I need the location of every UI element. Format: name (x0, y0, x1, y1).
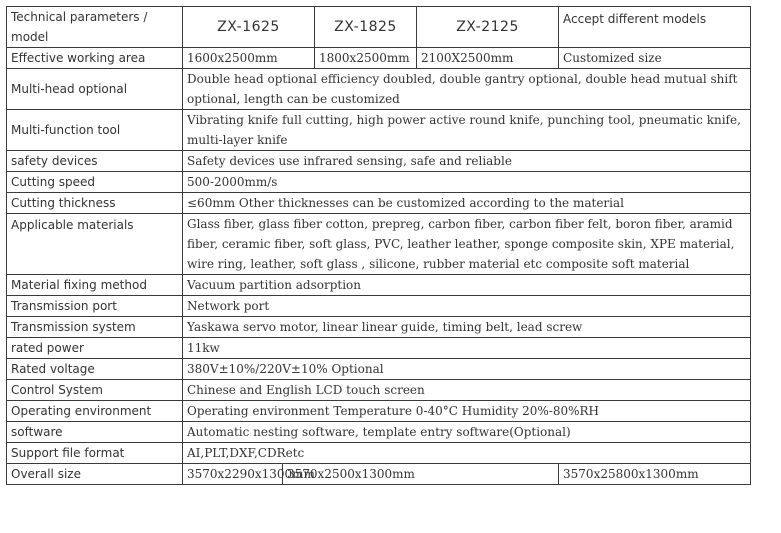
spec-row (7, 401, 751, 422)
spec-row (7, 193, 751, 214)
header-row (7, 7, 751, 48)
spec-row (7, 422, 751, 443)
spec-label: Support file format (7, 443, 183, 464)
spec-row (7, 172, 751, 193)
spec-label: Operating environment (7, 401, 183, 422)
spec-value: ≤60mm Other thicknesses can be customized according to the material (183, 193, 751, 214)
spec-label: Cutting thickness (7, 193, 183, 214)
spec-value: 11kw (183, 338, 751, 359)
spec-row (7, 338, 751, 359)
spec-value: AI,PLT,DXF,CDRetc (183, 443, 751, 464)
spec-label: Material fixing method (7, 275, 183, 296)
spec-value: Vacuum partition adsorption (183, 275, 751, 296)
spec-label: Transmission port (7, 296, 183, 317)
spec-value: 380V±10%/220V±10% Optional (183, 359, 751, 380)
spec-row (7, 296, 751, 317)
model-zx-1625: ZX-1625 (183, 7, 315, 48)
overall-size-zx-1625: 3570x2290x1300mm (183, 464, 283, 485)
spec-label: Multi-head optional (7, 69, 183, 110)
spec-value: Double head optional efficiency doubled, double gantry optional, double head mutual shift optional, length can be customized (183, 69, 751, 110)
spec-row (7, 443, 751, 464)
spec-value: Glass fiber, glass fiber cotton, prepreg, carbon fiber, carbon fiber felt, boron fiber, aramid fiber, ceramic fiber, soft glass, PVC, leather leather, sponge composite skin, XPE material, wire ring, leather, soft glass , silicone, rubber material etc composite soft material (183, 214, 751, 275)
overall-size-row (7, 464, 751, 485)
spec-label: Transmission system (7, 317, 183, 338)
spec-label: Multi-function tool (7, 110, 183, 151)
working-area-row (7, 48, 751, 69)
spec-value: Yaskawa servo motor, linear linear guide, timing belt, lead screw (183, 317, 751, 338)
working-area-zx-1825: 1800x2500mm (315, 48, 417, 69)
spec-label: Cutting speed (7, 172, 183, 193)
model-zx-1825: ZX-1825 (315, 7, 417, 48)
spec-row (7, 359, 751, 380)
spec-row (7, 275, 751, 296)
spec-row (7, 110, 751, 151)
spec-value: Safety devices use infrared sensing, safe and reliable (183, 151, 751, 172)
working-area-zx-2125: 2100X2500mm (417, 48, 559, 69)
working-area-label: Effective working area (7, 48, 183, 69)
accept-models-note: Accept different models (559, 7, 751, 48)
spec-label: safety devices (7, 151, 183, 172)
spec-value: Chinese and English LCD touch screen (183, 380, 751, 401)
spec-row (7, 214, 751, 275)
spec-label: rated power (7, 338, 183, 359)
spec-table (6, 6, 751, 485)
spec-label: Rated voltage (7, 359, 183, 380)
overall-size-zx-2125: 3570x25800x1300mm (559, 464, 751, 485)
spec-row (7, 69, 751, 110)
working-area-zx-1625: 1600x2500mm (183, 48, 315, 69)
model-zx-2125: ZX-2125 (417, 7, 559, 48)
spec-row (7, 317, 751, 338)
spec-value: Vibrating knife full cutting, high power active round knife, punching tool, pneumatic knife, multi-layer knife (183, 110, 751, 151)
spec-value: 500-2000mm/s (183, 172, 751, 193)
overall-size-label: Overall size (7, 464, 183, 485)
spec-value: Operating environment Temperature 0-40°C Humidity 20%-80%RH (183, 401, 751, 422)
param-model-label: Technical parameters / model (7, 7, 183, 48)
spec-label: software (7, 422, 183, 443)
spec-label: Applicable materials (7, 214, 183, 275)
spec-value: Automatic nesting software, template entry software(Optional) (183, 422, 751, 443)
spec-row (7, 380, 751, 401)
spec-row (7, 151, 751, 172)
working-area-custom: Customized size (559, 48, 751, 69)
spec-label: Control System (7, 380, 183, 401)
spec-value: Network port (183, 296, 751, 317)
overall-size-zx-1825: 3570x2500x1300mm (283, 464, 559, 485)
